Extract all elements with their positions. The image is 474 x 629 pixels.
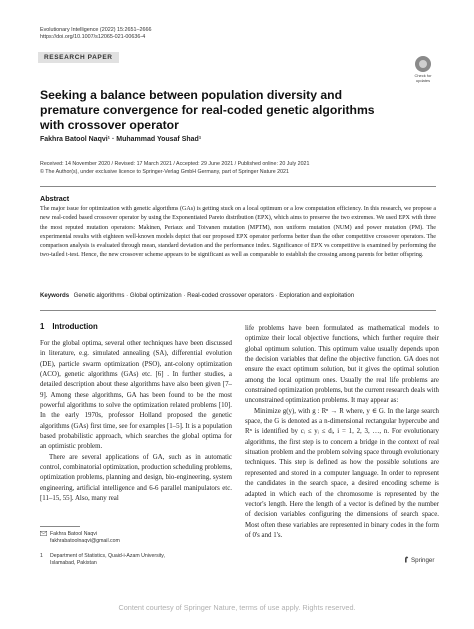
section-title: Introduction	[52, 322, 98, 331]
contact-name: Fakhra Batool Naqvi	[50, 531, 97, 537]
author-list: Fakhra Batool Naqvi¹ · Muhammad Yousaf Shad¹	[40, 136, 202, 143]
divider	[40, 186, 436, 187]
corresponding-author	[40, 531, 120, 545]
affiliation-mark: 1	[40, 553, 43, 559]
publisher-name: Springer	[411, 557, 435, 564]
history-dates: Received: 14 November 2020 / Revised: 17 March 2021 / Accepted: 29 June 2021 / Published online: 20 July 2021	[40, 161, 310, 167]
paper-title: Seeking a balance between population diversity and premature convergence for real-coded genetic algorithms with crossover operator	[40, 88, 375, 132]
abstract-heading: Abstract	[40, 194, 70, 203]
section-number: 1	[40, 322, 45, 331]
springer-horse-icon	[404, 556, 409, 563]
journal-header	[40, 27, 152, 41]
right-column	[245, 324, 439, 541]
article-history	[40, 161, 440, 176]
copyright-line: © The Author(s), under exclusive licence to Springer-Verlag GmbH Germany, part of Springer Nature 2021	[40, 168, 289, 175]
paragraph: For the global optima, several other techniques have been discussed in literature, e.g. simulated annealing (SA), differential evolution (DE), particle swarm optimization (PSO), ant-colony optimization (ACO), genetic algorithms (GAs) etc. [6] . In further studies, a detailed description about these algorithms have also been given [7–9]. Among these algorithms, GA has been found to be the most powerful algorithms to solve the optimization related problems [10]. In the early 1970s, professor Holland proposed the genetic algorithms (GAs) first time, see for examples [1–5]. It is a population based probabilistic approach, which searches the global optima for an optimistic problem.	[40, 340, 232, 451]
check-for-updates-button[interactable]	[408, 56, 438, 83]
affiliation-line: Islamabad, Pakistan	[50, 560, 97, 566]
divider	[40, 310, 436, 311]
paragraph: There are several applications of GA, such as in automatic control, combinatorial optimization, production scheduling problems, optimization problems, planning and design, bio-engineering, system engineering, artificial intelligence and 6-6 parallel manipulators etc. [11–15, 55]. Also, many real	[40, 453, 232, 503]
abstract-text: The major issue for optimization with genetic algorithms (GAs) is getting stuck on a local optimum or a low computation efficiency. In this research, we propose a new real-coded based crossover operator by using the Exponentiated Pareto distribution (EPX), which aims to preserve the two extremes. We used EPX with three the most reputed mutation operators: Makinen, Periaux and Toivanen mutation (MPTM), non uniform mutation (NUM) and power mutation (PM). The experimental results with eighteen well-known models depict that our proposed EPX operator performs better than the other competitive crossover operators. The comparison analysis is evaluated through mean, standard deviation and the performance index. Significance of EPX vs competitive is examined by performing the two-tailed t-test. Hence, the new crossover scheme appears to be significant as well as comparable to establish the crossing among parents for better offspring.	[40, 206, 436, 259]
keywords	[40, 292, 440, 299]
paragraph: life problems have been formulated as mathematical models to optimize their local objective functions, which further require their global optimum solution. This optimum value usually depends upon the decision variables that define the objective function. GA does not ensure the exact optimum solution, but it gives the optimal solution among the local optimum ones. Usually the real life problems are constrained optimization problems, but the current research deals with unconstrained optimization problems. It may appear as:	[245, 325, 439, 405]
envelope-icon	[40, 531, 50, 539]
journal-doi[interactable]: https://doi.org/10.1007/s12065-021-00636-4	[40, 34, 146, 40]
journal-citation: Evolutionary Intelligence (2022) 15:2651–2666	[40, 27, 152, 33]
paragraph: Minimize g(y), with g : Rⁿ → R where, y ∈ G. In the large search space, the G is denoted as a n-dimensional rectangular hypercube and Rⁿ is identified by cᵢ ≤ yᵢ ≤ dᵢ, i = 1, 2, 3, …, n. For evolutionary algorithms, the first step is to concern a bridge in the context of real situation problem and the problem solving space through evolutionary techniques. This step is defined as how the possible solutions are represented and stored in a computer language. In order to represent the candidates in the search space, a desired encoding scheme is adapted in which each of the chromosome is represented by the vector's length. Here the length of a vector is defined by the number of decision variables configuring the dimensions of search space. Most often these variables are represented in binary codes in the form of 0's and 1's.	[245, 407, 439, 539]
left-column	[40, 339, 232, 505]
crossmark-label: Check for updates	[414, 73, 432, 83]
contact-email[interactable]: fakhrabatoolnaqvi@gmail.com	[50, 538, 120, 544]
affiliation-line: Department of Statistics, Quaid-i-Azam University,	[50, 553, 165, 559]
affiliation	[40, 553, 165, 567]
section-heading	[40, 322, 106, 331]
article-type-badge: RESEARCH PAPER	[38, 52, 119, 63]
footnote-divider	[40, 526, 80, 527]
crossmark-icon	[415, 56, 431, 72]
keywords-label: Keywords	[40, 292, 70, 299]
keywords-list: Genetic algorithms · Global optimization · Real-coded crossover operators · Exploration and exploitation	[73, 292, 355, 299]
publisher-mark	[404, 556, 434, 564]
courtesy-notice: Content courtesy of Springer Nature, terms of use apply. Rights reserved.	[118, 603, 356, 612]
